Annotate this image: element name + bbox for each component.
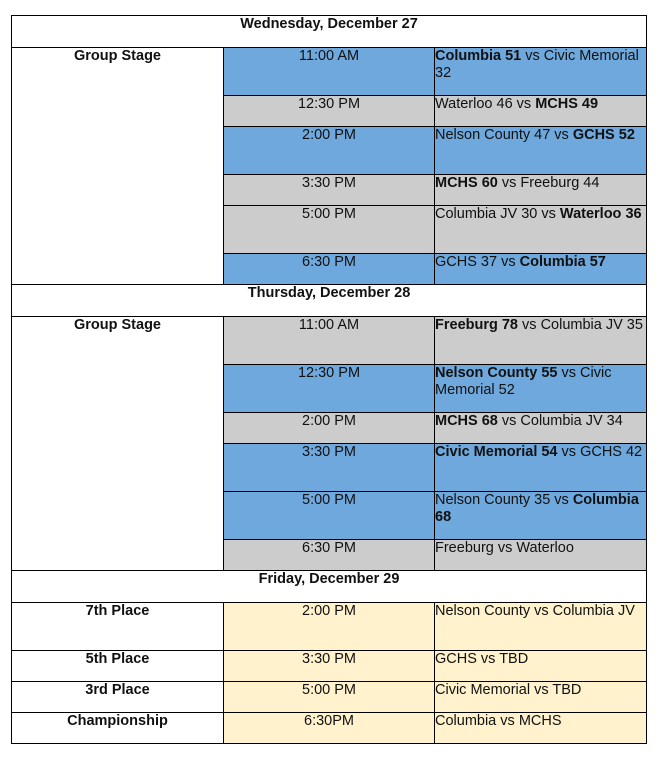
game-row bbox=[12, 682, 647, 713]
game-time: 6:30 PM bbox=[224, 254, 435, 285]
team-away: Civic Memorial 32 bbox=[435, 48, 639, 81]
game-time: 11:00 AM bbox=[224, 317, 435, 365]
game-row bbox=[12, 48, 647, 96]
team-away: Waterloo bbox=[516, 540, 574, 556]
game-matchup bbox=[435, 540, 647, 571]
game-time: 11:00 AM bbox=[224, 48, 435, 96]
game-row bbox=[12, 603, 647, 651]
team-home: Columbia bbox=[435, 713, 497, 729]
vs-text: vs bbox=[476, 651, 500, 667]
game-matchup bbox=[435, 651, 647, 682]
vs-text: vs bbox=[550, 127, 573, 143]
game-time: 2:00 PM bbox=[224, 413, 435, 444]
team-away: MCHS bbox=[518, 713, 562, 729]
vs-text: vs bbox=[512, 96, 536, 112]
team-away: TBD bbox=[499, 651, 529, 667]
day-header: Thursday, December 28 bbox=[12, 285, 647, 317]
game-time: 6:30PM bbox=[224, 713, 435, 744]
game-time: 6:30 PM bbox=[224, 540, 435, 571]
game-time: 3:30 PM bbox=[224, 444, 435, 492]
game-matchup bbox=[435, 254, 647, 285]
team-home: Nelson County bbox=[435, 603, 531, 619]
game-matchup bbox=[435, 603, 647, 651]
game-time: 3:30 PM bbox=[224, 651, 435, 682]
team-home: MCHS 68 bbox=[435, 413, 498, 429]
day-header: Friday, December 29 bbox=[12, 571, 647, 603]
team-away: Columbia JV 35 bbox=[540, 317, 643, 333]
team-home: Civic Memorial bbox=[435, 682, 531, 698]
team-home: Nelson County 55 bbox=[435, 365, 558, 381]
game-matchup bbox=[435, 206, 647, 254]
game-matchup bbox=[435, 127, 647, 175]
vs-text: vs bbox=[497, 175, 521, 191]
game-time: 2:00 PM bbox=[224, 603, 435, 651]
team-away: GCHS 52 bbox=[572, 127, 635, 143]
stage-label: Championship bbox=[12, 713, 224, 744]
team-home: GCHS bbox=[435, 651, 477, 667]
team-away: TBD bbox=[552, 682, 582, 698]
game-matchup bbox=[435, 96, 647, 127]
team-home: Columbia 51 bbox=[435, 48, 522, 64]
game-matchup bbox=[435, 48, 647, 96]
stage-label: 5th Place bbox=[12, 651, 224, 682]
stage-label: 7th Place bbox=[12, 603, 224, 651]
schedule-table bbox=[11, 15, 647, 744]
team-away: Columbia 68 bbox=[435, 492, 639, 525]
stage-label: Group Stage bbox=[12, 317, 224, 571]
vs-text: vs bbox=[497, 413, 521, 429]
team-away: Columbia JV bbox=[552, 603, 635, 619]
team-home: Civic Memorial 54 bbox=[435, 444, 558, 460]
team-away: Civic Memorial 52 bbox=[435, 365, 612, 398]
team-away: Columbia 57 bbox=[519, 254, 606, 270]
game-row bbox=[12, 651, 647, 682]
day-header-row bbox=[12, 16, 647, 48]
team-home: GCHS 37 bbox=[435, 254, 498, 270]
stage-label: Group Stage bbox=[12, 48, 224, 285]
game-row bbox=[12, 713, 647, 744]
team-away: MCHS 49 bbox=[535, 96, 599, 112]
game-matchup bbox=[435, 492, 647, 540]
day-header-row bbox=[12, 285, 647, 317]
day-header-row bbox=[12, 571, 647, 603]
game-time: 3:30 PM bbox=[224, 175, 435, 206]
day-header: Wednesday, December 27 bbox=[12, 16, 647, 48]
team-home: Freeburg 78 bbox=[435, 317, 518, 333]
team-away: Waterloo 36 bbox=[559, 206, 642, 222]
team-home: Nelson County 47 bbox=[435, 127, 551, 143]
team-home: Nelson County 35 bbox=[435, 492, 551, 508]
game-matchup bbox=[435, 365, 647, 413]
game-matchup bbox=[435, 413, 647, 444]
vs-text: vs bbox=[497, 254, 520, 270]
game-time: 5:00 PM bbox=[224, 682, 435, 713]
game-time: 12:30 PM bbox=[224, 365, 435, 413]
team-away: GCHS 42 bbox=[580, 444, 643, 460]
game-time: 5:00 PM bbox=[224, 492, 435, 540]
game-matchup bbox=[435, 682, 647, 713]
game-matchup bbox=[435, 317, 647, 365]
team-home: Waterloo 46 bbox=[435, 96, 513, 112]
team-home: Columbia JV 30 bbox=[435, 206, 538, 222]
game-matchup bbox=[435, 444, 647, 492]
team-away: Columbia JV 34 bbox=[520, 413, 623, 429]
game-time: 5:00 PM bbox=[224, 206, 435, 254]
vs-text: vs bbox=[557, 444, 581, 460]
vs-text: vs bbox=[530, 603, 553, 619]
vs-text: vs bbox=[550, 492, 573, 508]
game-matchup bbox=[435, 175, 647, 206]
vs-text: vs bbox=[557, 365, 581, 381]
vs-text: vs bbox=[530, 682, 553, 698]
game-row bbox=[12, 317, 647, 365]
team-home: Freeburg bbox=[435, 540, 494, 556]
game-time: 12:30 PM bbox=[224, 96, 435, 127]
stage-label: 3rd Place bbox=[12, 682, 224, 713]
vs-text: vs bbox=[537, 206, 560, 222]
game-matchup bbox=[435, 713, 647, 744]
vs-text: vs bbox=[518, 317, 541, 333]
team-away: Freeburg 44 bbox=[520, 175, 600, 191]
vs-text: vs bbox=[496, 713, 519, 729]
vs-text: vs bbox=[521, 48, 544, 64]
game-time: 2:00 PM bbox=[224, 127, 435, 175]
team-home: MCHS 60 bbox=[435, 175, 498, 191]
vs-text: vs bbox=[493, 540, 517, 556]
